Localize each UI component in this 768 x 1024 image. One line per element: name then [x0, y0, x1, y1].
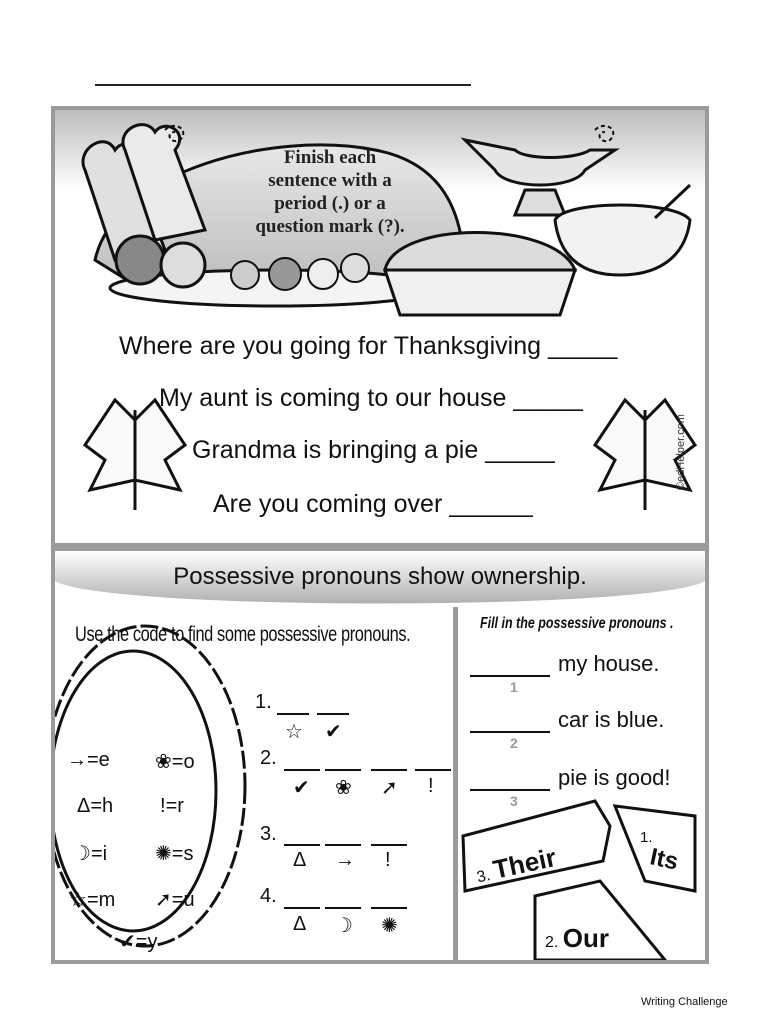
code-key-i [73, 841, 107, 866]
fill-item-1[interactable] [470, 651, 660, 677]
word-number: 2. [545, 934, 559, 951]
fill-text: my house. [558, 651, 660, 676]
arrow-icon: → [335, 849, 355, 871]
flower-icon: ❀ [335, 777, 352, 799]
exclamation-icon: ! [428, 775, 434, 797]
code-letter: =m [86, 889, 116, 911]
footer-text: Writing Challenge [641, 996, 728, 1008]
word-our: Our [562, 923, 610, 953]
triangle-icon: Δ [77, 795, 91, 817]
fill-number: 3 [510, 793, 518, 809]
code-letter: =u [171, 889, 195, 911]
code-key-m [69, 887, 115, 912]
code-letter: =o [171, 751, 195, 773]
word-their: Their [490, 842, 559, 885]
flower-icon: ❀ [155, 751, 172, 773]
fill-number: 2 [510, 735, 518, 751]
sentence-3[interactable]: Grandma is bringing a pie _____ [192, 436, 555, 464]
instruction-line: period (.) or a [274, 193, 386, 214]
bowl-icon [555, 205, 690, 275]
fill-number: 1 [510, 679, 518, 695]
answer-blank[interactable] [470, 711, 550, 733]
name-line[interactable] [95, 84, 471, 86]
problem-1-number: 1. [255, 691, 272, 713]
fill-item-2[interactable] [470, 707, 664, 733]
code-key-s [155, 841, 193, 866]
problem-2-number: 2. [260, 747, 277, 769]
code-letter: =r [165, 795, 184, 817]
answer-blank[interactable] [470, 769, 550, 791]
code-key-u [155, 887, 195, 912]
banner-title: Possessive pronouns show ownership. [173, 563, 587, 590]
word-bank-our [545, 923, 609, 954]
fill-item-3[interactable] [470, 765, 671, 791]
vertical-divider [453, 607, 458, 960]
triangle-icon: Δ [293, 849, 307, 871]
check-icon: ✔ [293, 777, 310, 799]
instruction-line: sentence with a [268, 170, 392, 191]
code-key-h [77, 795, 113, 818]
code-letter: =y [135, 931, 158, 953]
sentence-4[interactable]: Are you coming over ______ [213, 490, 533, 518]
check-icon: ✔ [325, 721, 342, 743]
instruction-line: question mark (?). [255, 216, 405, 237]
cursor-icon: ➚ [155, 889, 172, 911]
sun-icon: ✺ [381, 915, 398, 937]
pronoun-decorations [55, 551, 705, 960]
code-heading: Use the code to find some possessive pronouns. [75, 623, 411, 646]
exclamation-icon: ! [385, 849, 391, 871]
code-letter: =e [87, 749, 110, 771]
watermark: ©edHelper.com [675, 414, 687, 490]
code-key-y [119, 929, 157, 954]
sentence-2[interactable]: My aunt is coming to our house _____ [159, 384, 583, 412]
thanksgiving-panel [55, 110, 705, 542]
moon-icon: ☽ [73, 843, 91, 865]
code-key-e [67, 749, 110, 772]
fill-text: pie is good! [558, 765, 671, 790]
star-icon: ☆ [69, 889, 87, 911]
word-number: 3. [475, 866, 492, 887]
star-icon: ☆ [285, 721, 303, 743]
cursor-icon: ➚ [381, 777, 398, 799]
exclamation-icon: ! [160, 795, 166, 817]
problem-4-number: 4. [260, 885, 277, 907]
code-letter: =s [171, 843, 194, 865]
instruction-line: Finish each [283, 147, 377, 168]
problem-3-number: 3. [260, 823, 277, 845]
fill-heading: Fill in the possessive pronouns . [480, 615, 674, 632]
code-letter: =h [90, 795, 114, 817]
apple-icon [116, 236, 164, 284]
worksheet-frame [51, 106, 709, 964]
answer-blank[interactable] [470, 655, 550, 677]
arrow-icon: → [67, 749, 87, 771]
pronoun-panel [55, 551, 705, 960]
code-key-r [160, 795, 184, 818]
sentence-1[interactable]: Where are you going for Thanksgiving _____ [119, 332, 618, 360]
code-key-o [155, 749, 195, 774]
section-divider [55, 543, 705, 551]
code-letter: =i [90, 843, 108, 865]
word-number: 1. [640, 829, 653, 846]
word-its: Its [647, 843, 681, 876]
check-icon: ✔ [119, 931, 136, 953]
word-bank-its [640, 829, 681, 876]
sun-icon: ✺ [155, 843, 172, 865]
fill-text: car is blue. [558, 707, 665, 732]
moon-icon: ☽ [335, 915, 353, 937]
instruction-text [230, 146, 430, 238]
triangle-icon: Δ [293, 913, 307, 935]
